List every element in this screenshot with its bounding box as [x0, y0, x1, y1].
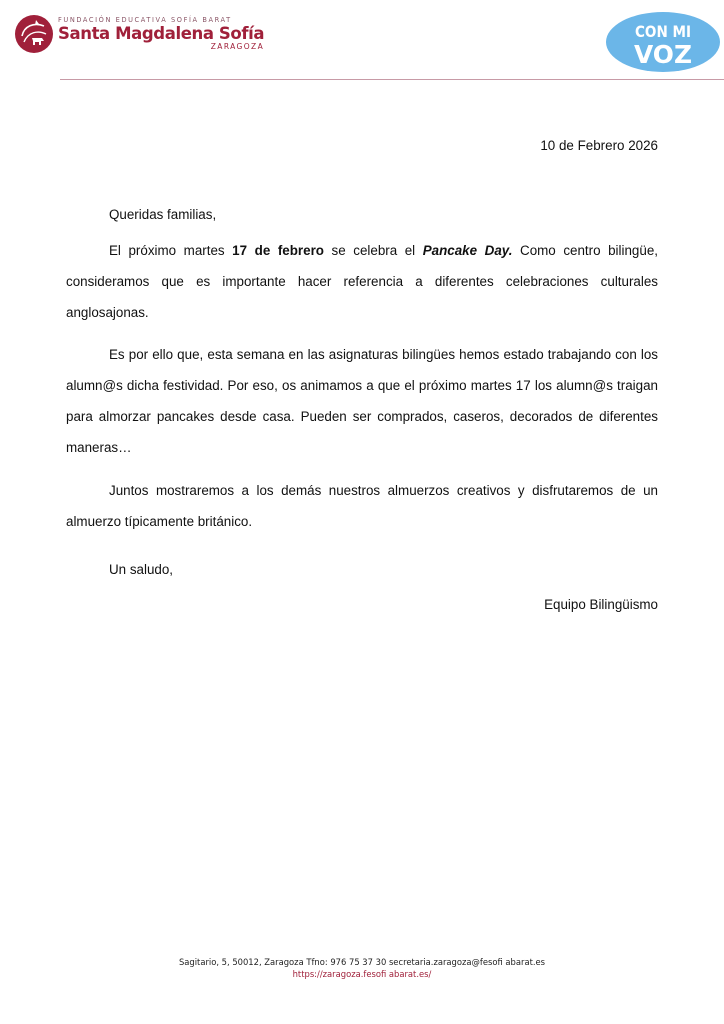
school-emblem-icon [14, 14, 54, 54]
letter-closing: Un saludo, [109, 562, 174, 577]
p1-text-middle: se celebra el [323, 243, 423, 258]
p1-text-start: El próximo martes [109, 243, 233, 258]
logo-school-name: Santa Magdalena Sofía [58, 23, 265, 43]
letter-paragraph-3: Juntos mostraremos a los demás nuestros almuerzos creativos y disfrutaremos de un almuerzo típicamente británico. [66, 483, 658, 529]
footer-website-link[interactable]: https://zaragoza.fesofi abarat.es/ [292, 969, 432, 979]
school-logo [14, 14, 264, 54]
badge-line1: CON MI [635, 22, 691, 41]
con-mi-voz-badge [605, 11, 721, 73]
letter-paragraph-1 [66, 235, 658, 328]
badge-line2: VOZ [634, 40, 692, 69]
p1-text-end: Como centro bilingüe, consideramos que es importante hacer referencia a diferentes celebraciones culturales anglosajonas. [66, 243, 658, 320]
footer-address: Sagitario, 5, 50012, Zaragoza Tfno: 976 75 37 30 secretaria.zaragoza@fesofi abarat.es [178, 957, 546, 967]
letter-date: 10 de Febrero 2026 [540, 138, 658, 153]
letter-paragraph-2: Es por ello que, esta semana en las asignaturas bilingües hemos estado trabajando con los alumn@s dicha festividad. Por eso, os animamos a que el próximo martes 17 los alumn@s traigan para almorzar pancakes desde casa. Pueden ser comprados, caseros, decorados de diferentes maneras… [66, 347, 658, 455]
letter-signature: Equipo Bilingüismo [544, 597, 658, 612]
letter-greeting: Queridas familias, [109, 207, 217, 222]
p1-pancake-day: Pancake Day. [422, 243, 513, 258]
logo-city: ZARAGOZA [210, 42, 265, 52]
p1-date-bold: 17 de febrero [232, 243, 324, 258]
header-divider [60, 79, 724, 80]
logo-foundation-text: FUNDACIÓN EDUCATIVA SOFÍA BARAT [58, 16, 232, 25]
